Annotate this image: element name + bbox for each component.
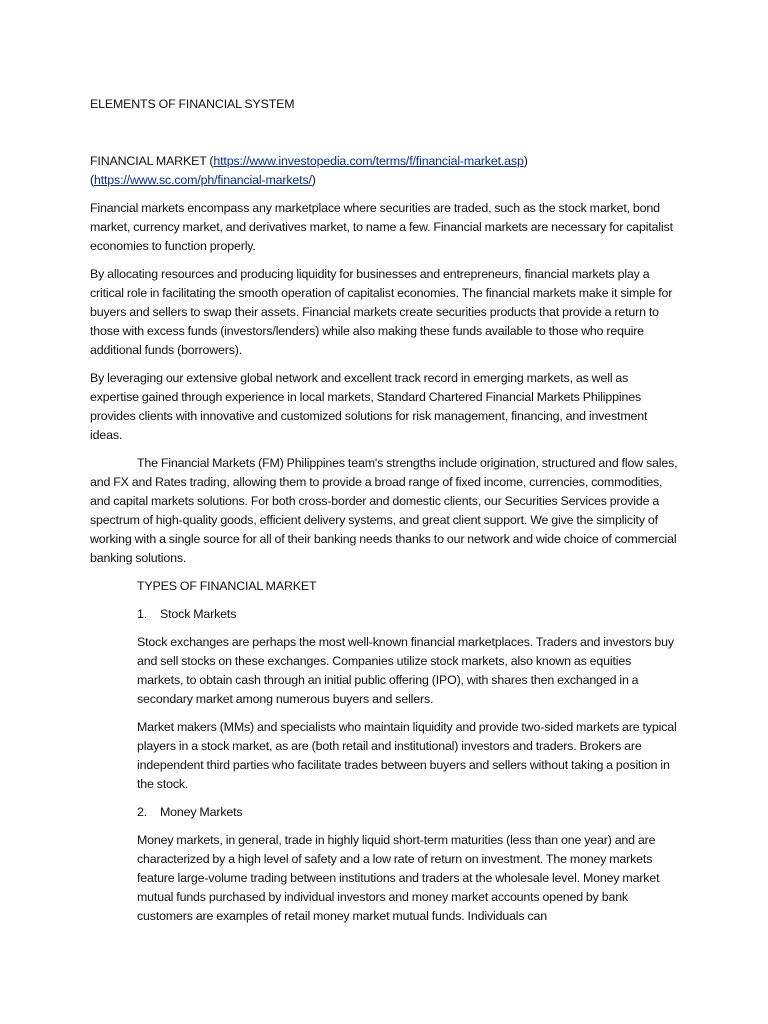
sc-com-link[interactable]: https://www.sc.com/ph/financial-markets/ [93,173,312,187]
list-number: 1. [137,607,148,621]
document-body [90,95,680,926]
paragraph: Market makers (MMs) and specialists who maintain liquidity and provide two-sided markets are typical players in a stock market, as are (both retail and institutional) investors and traders. Brokers are independent third parties who facilitate trades between buyers and sellers without taking a position in the stock. [137,720,677,791]
list-item-money-markets [137,803,680,822]
paragraph: Financial markets encompass any marketplace where securities are traded, such as the stock market, bond market, currency market, and derivatives market, to name a few. Financial markets are necessary for capitalist economies to function properly. [90,201,673,253]
paragraph: Stock exchanges are perhaps the most well-known financial marketplaces. Traders and investors buy and sell stocks on these exchanges. Companies utilize stock markets, also known as equities markets, to obtain cash through an initial public offering (IPO), with shares then exchanged in a secondary market among numerous buyers and sellers. [137,635,674,706]
paragraph: By allocating resources and producing liquidity for businesses and entrepreneurs, financial markets play a critical role in facilitating the smooth operation of capitalist economies. The financial markets make it simple for buyers and sellers to swap their assets. Financial markets create securities products that provide a return to those with excess funds (investors/lenders) while also making these funds available to those who require additional funds (borrowers). [90,267,673,357]
list-item-label: Stock Markets [160,607,237,621]
list-item-label: Money Markets [160,805,243,819]
document-title: ELEMENTS OF FINANCIAL SYSTEM [90,97,295,111]
investopedia-link[interactable]: https://www.investopedia.com/terms/f/financial-market.asp [213,154,524,168]
stock-markets-section [137,633,680,794]
money-markets-section [137,831,680,926]
list-number: 2. [137,805,148,819]
paragraph: Money markets, in general, trade in highly liquid short-term maturities (less than one year) and are characterized by a high level of safety and a low rate of return on investment. The money markets feature large-volume trading between institutions and traders at the wholesale level. Money market mutual funds purchased by individual investors and money market accounts opened by bank customers are examples of retail money market mutual funds. Individuals can [137,833,660,923]
types-heading: TYPES OF FINANCIAL MARKET [137,579,317,593]
paragraph: By leveraging our extensive global network and excellent track record in emerging markets, as well as expertise gained through experience in local markets, Standard Chartered Financial Markets Philippines provides clients with innovative and customized solutions for risk management, financing, and investment ideas. [90,371,648,442]
financial-market-label: FINANCIAL MARKET [90,154,207,168]
paragraph: The Financial Markets (FM) Philippines team's strengths include origination, structured and flow sales, and FX and Rates trading, allowing them to provide a broad range of fixed income, currencies, commodities, and capital markets solutions. For both cross-border and domestic clients, our Securities Services provide a spectrum of high-quality goods, efficient delivery systems, and great client support. We give the simplicity of working with a single source for all of their banking needs thanks to our network and wide choice of commercial banking solutions. [90,456,678,565]
financial-market-heading: FINANCIAL MARKET (https://www.investopedia.com/terms/f/financial-market.asp) (https://www.sc.com/ph/financial-markets/) [90,154,528,187]
list-item-stock-markets [137,605,680,624]
